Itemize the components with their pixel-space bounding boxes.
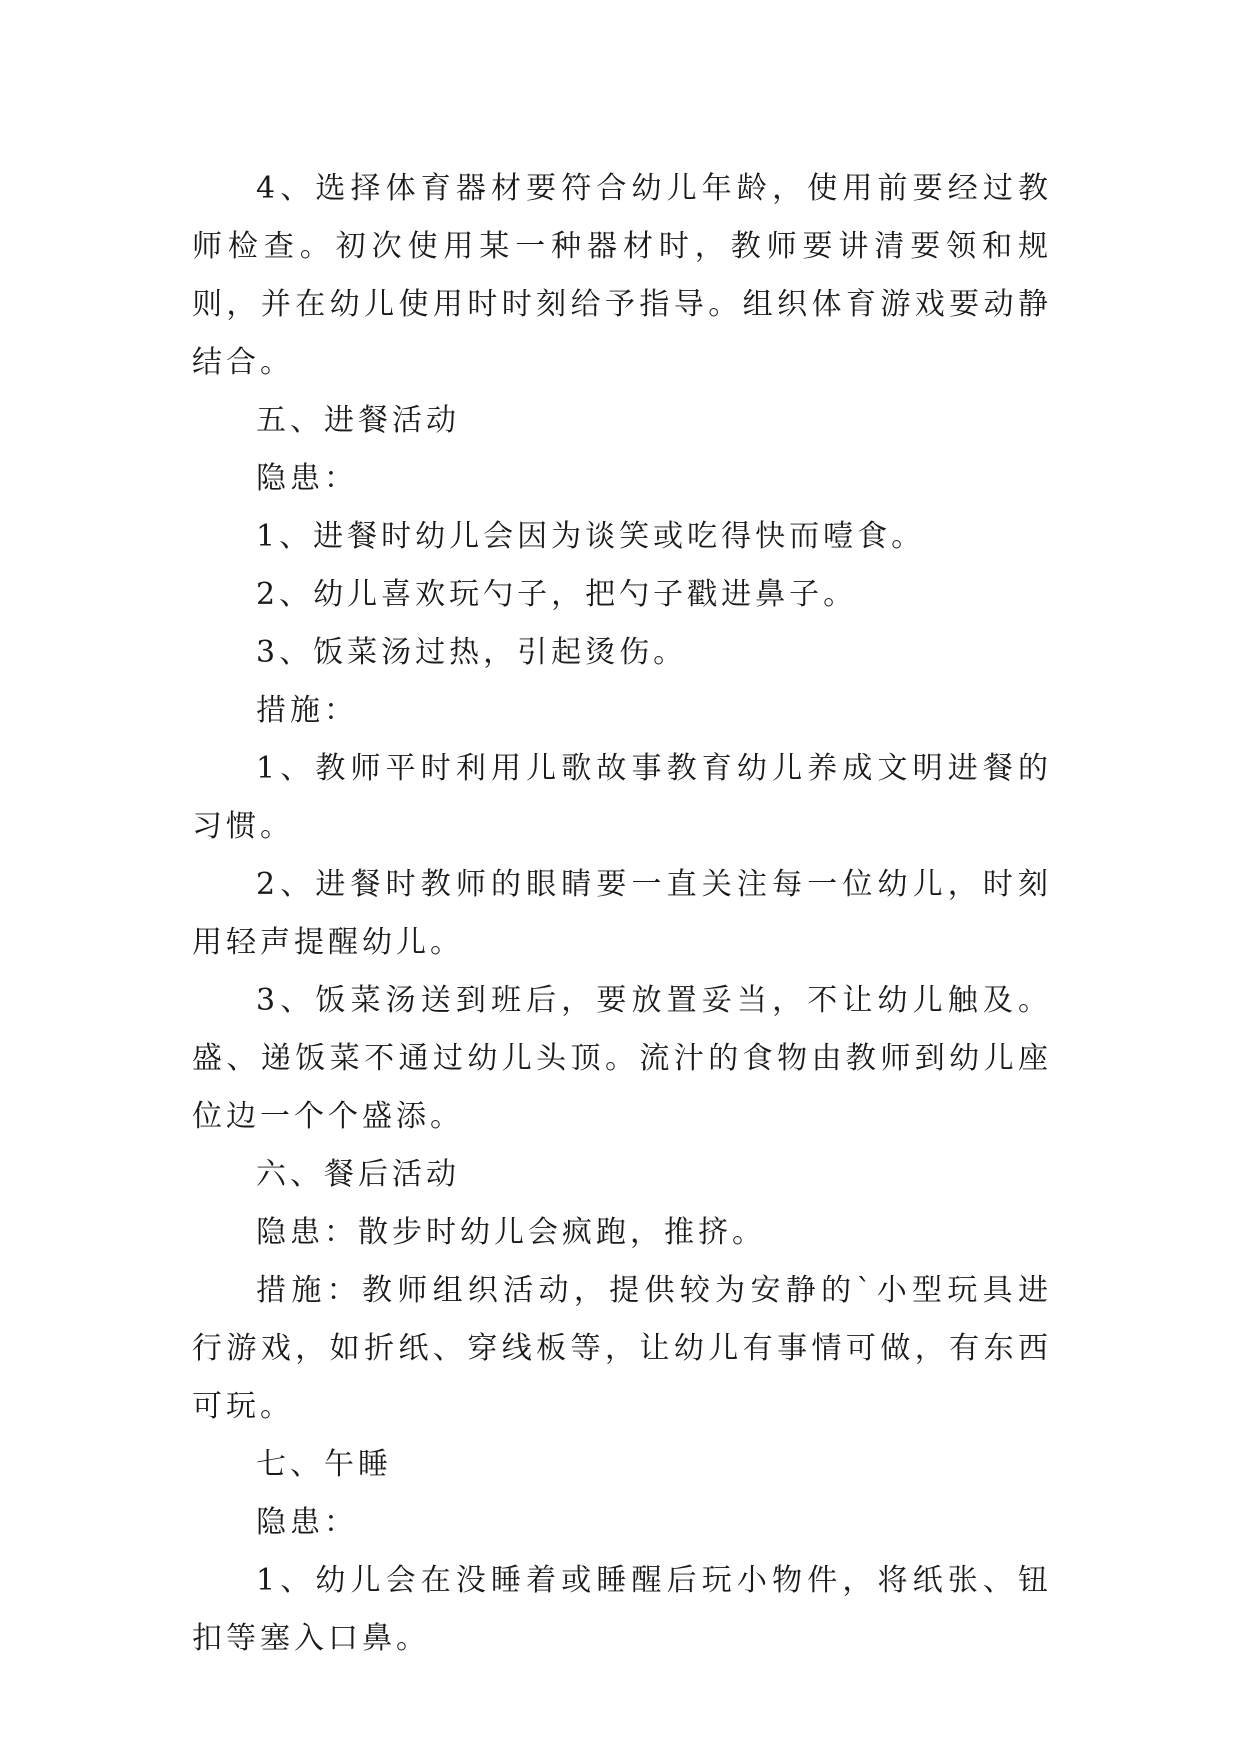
section-heading-nap: 七、午睡: [256, 1447, 392, 1482]
measure-item: 1、教师平时利用儿歌故事教育幼儿养成文明进餐的习惯。: [192, 751, 1052, 844]
measure-item: 3、饭菜汤送到班后，要放置妥当，不让幼儿触及。盛、递饭菜不通过幼儿头顶。流汁的食物由教师到幼儿座位边一个个盛添。: [192, 983, 1052, 1134]
hazard-item: 1、幼儿会在没睡着或睡醒后玩小物件，将纸张、钮扣等塞入口鼻。: [192, 1563, 1052, 1656]
hazard-label: 隐患：: [256, 1505, 358, 1540]
paragraph-equipment-rule: 4、选择体育器材要符合幼儿年龄，使用前要经过教师检查。初次使用某一种器材时，教师要讲清要领和规则，并在幼儿使用时时刻给予指导。组织体育游戏要动静结合。: [192, 171, 1052, 380]
measures-label: 措施：: [256, 693, 358, 728]
hazard-item: 2、幼儿喜欢玩勺子，把勺子戳进鼻子。: [256, 577, 858, 612]
hazard-line: 隐患：散步时幼儿会疯跑，推挤。: [256, 1215, 766, 1250]
section-heading-after-meal: 六、餐后活动: [256, 1157, 460, 1192]
measures-line: 措施：教师组织活动，提供较为安静的`小型玩具进行游戏，如折纸、穿线板等，让幼儿有事情可做，有东西可玩。: [192, 1273, 1052, 1424]
document-body: [192, 160, 1052, 1668]
hazard-item: 1、进餐时幼儿会因为谈笑或吃得快而噎食。: [256, 519, 926, 554]
measure-item: 2、进餐时教师的眼睛要一直关注每一位幼儿，时刻用轻声提醒幼儿。: [192, 867, 1052, 960]
section-heading-meal: 五、进餐活动: [256, 403, 460, 438]
hazard-item: 3、饭菜汤过热，引起烫伤。: [256, 635, 688, 670]
hazard-label: 隐患：: [256, 461, 358, 496]
